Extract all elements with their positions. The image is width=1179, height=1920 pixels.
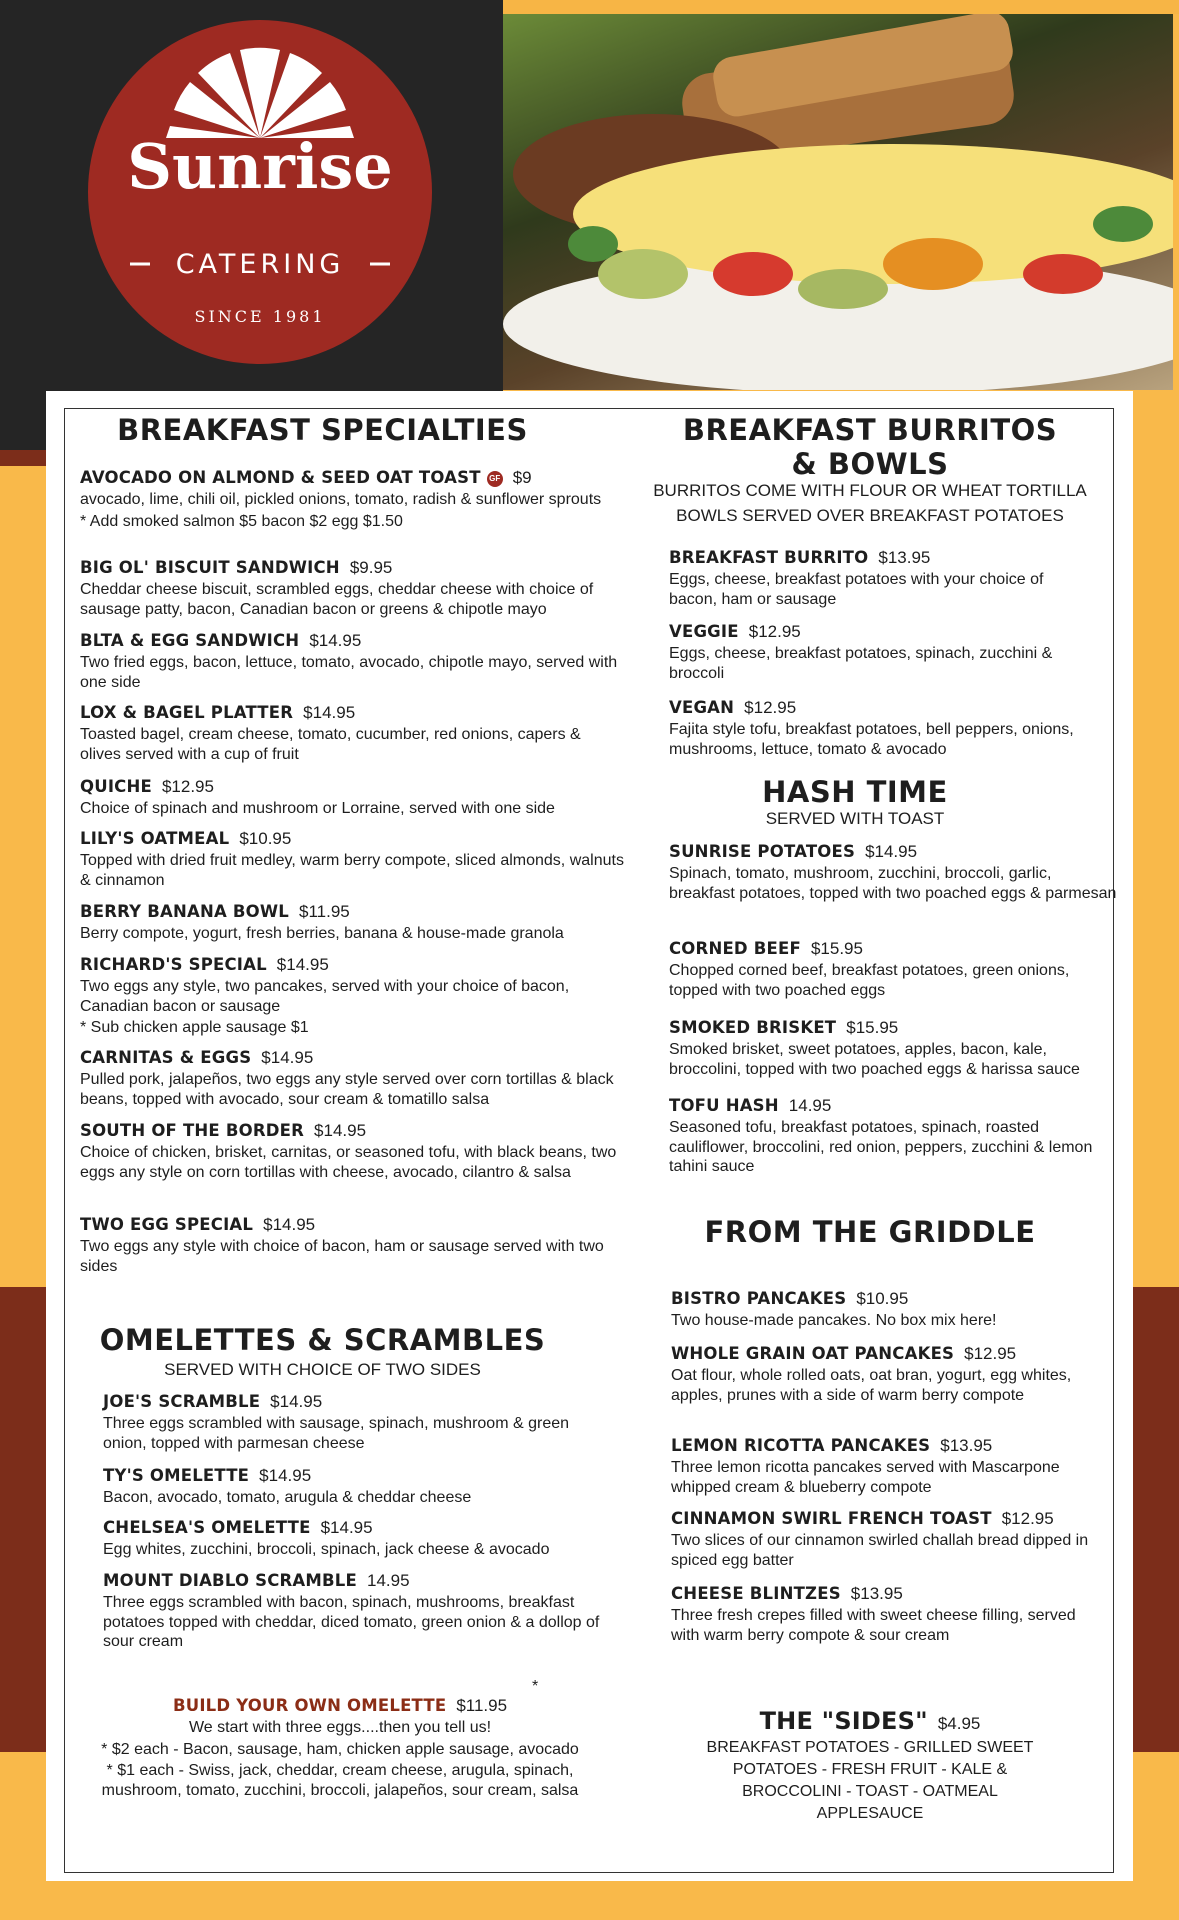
item-price: $14.95 — [865, 842, 918, 861]
item-name: VEGAN — [669, 698, 735, 717]
item-description: Three lemon ricotta pancakes served with Mascarpone whipped cream & blueberry compote — [671, 1459, 1060, 1496]
byo-line1: We start with three eggs....then you tell us! — [188, 1719, 492, 1736]
item-description: Pulled pork, jalapeños, two eggs any style served over corn tortillas & black beans, topped with avocado, sour cream & tomatillo salsa — [80, 1071, 614, 1108]
item-description: Two house-made pancakes. No box mix here! — [671, 1312, 997, 1329]
top-orange-strip — [503, 0, 1179, 14]
item-description: Egg whites, zucchini, broccoli, spinach, jack cheese & avocado — [103, 1541, 550, 1558]
item-description: Two slices of our cinnamon swirled challah bread dipped in spiced egg batter — [671, 1532, 1089, 1569]
item-description: Eggs, cheese, breakfast potatoes with your choice of bacon, ham or sausage — [669, 571, 1044, 608]
hash-subtitle: SERVED WITH TOAST — [765, 809, 945, 828]
item-name: QUICHE — [80, 777, 152, 796]
menu-item — [80, 558, 625, 619]
item-name: BIG OL' BISCUIT SANDWICH — [80, 558, 340, 577]
menu-item — [671, 1509, 1091, 1570]
item-description: Choice of spinach and mushroom or Lorraine, served with one side — [80, 800, 555, 817]
item-name: CHEESE BLINTZES — [671, 1584, 841, 1603]
item-description: Two eggs any style with choice of bacon, ham or sausage served with two sides — [80, 1238, 604, 1275]
item-name: LEMON RICOTTA PANCAKES — [671, 1436, 931, 1455]
sunrise-logo — [88, 20, 432, 364]
item-price: $14.95 — [261, 1048, 314, 1067]
item-name: CHELSEA'S OMELETTE — [103, 1518, 311, 1537]
item-name: WHOLE GRAIN OAT PANCAKES — [671, 1344, 955, 1363]
item-price: $9 — [512, 468, 532, 487]
item-price: $14.95 — [270, 1392, 323, 1411]
item-name: SOUTH OF THE BORDER — [80, 1121, 305, 1140]
menu-item — [103, 1466, 603, 1508]
item-name: CORNED BEEF — [669, 939, 801, 958]
logo-since: SINCE 1981 — [194, 307, 326, 326]
menu-item — [80, 902, 625, 944]
item-description: Smoked brisket, sweet potatoes, apples, bacon, kale, broccolini, topped with two poached eggs & harissa sauce — [669, 1041, 1080, 1078]
item-description: Eggs, cheese, breakfast potatoes, spinach, zucchini & broccoli — [669, 645, 1053, 682]
item-description: Two eggs any style, two pancakes, served with your choice of bacon, Canadian bacon or sausage — [80, 978, 570, 1015]
item-price: $12.95 — [964, 1344, 1017, 1363]
menu-item — [669, 622, 1089, 683]
item-name: BLTA & EGG SANDWICH — [80, 631, 300, 650]
menu-item — [103, 1518, 603, 1560]
item-description: Cheddar cheese biscuit, scrambled eggs, cheddar cheese with choice of sausage patty, bacon, Canadian bacon or greens & chipotle mayo — [80, 581, 594, 618]
byo-star: * — [532, 1678, 539, 1695]
menu-item — [103, 1392, 603, 1453]
menu-item — [669, 548, 1089, 609]
item-price: $12.95 — [161, 777, 214, 796]
item-description: Three eggs scrambled with sausage, spinach, mushroom & green onion, topped with parmesan cheese — [103, 1415, 570, 1452]
left-accent-strip — [0, 450, 46, 466]
gluten-free-badge: GF — [487, 471, 503, 487]
item-price: $12.95 — [748, 622, 801, 641]
item-price: 14.95 — [366, 1571, 410, 1590]
item-price: $11.95 — [299, 902, 350, 921]
menu-item — [103, 1571, 603, 1652]
item-price: $14.95 — [263, 1215, 316, 1234]
burritos-sub1: BURRITOS COME WITH FLOUR OR WHEAT TORTILLA — [653, 481, 1087, 500]
menu-item — [80, 829, 625, 890]
menu-item — [669, 1096, 1119, 1177]
logo-tagline: CATERING — [175, 249, 345, 280]
menu-item — [80, 631, 625, 692]
item-description: Oat flour, whole rolled oats, oat bran, yogurt, egg whites, apples, prunes with a side of warm berry compote — [671, 1367, 1072, 1404]
menu-item — [669, 698, 1089, 759]
menu-item — [669, 939, 1119, 1000]
item-price: $9.95 — [349, 558, 393, 577]
byo-line2: * $2 each - Bacon, sausage, ham, chicken apple sausage, avocado — [101, 1740, 579, 1758]
item-name: SMOKED BRISKET — [669, 1018, 837, 1037]
item-price: $14.95 — [320, 1518, 373, 1537]
item-price: $14.95 — [276, 955, 329, 974]
right-maroon-band — [1133, 1287, 1179, 1752]
item-description: Seasoned tofu, breakfast potatoes, spinach, roasted cauliflower, broccolini, red onion, peppers, zucchini & lemon tahini sauce — [669, 1119, 1093, 1175]
menu-item — [671, 1344, 1091, 1405]
item-price: $15.95 — [810, 939, 863, 958]
item-name: BISTRO PANCAKES — [671, 1289, 847, 1308]
menu-item — [80, 1121, 625, 1182]
logo-name: Sunrise — [127, 130, 393, 203]
item-note: * Sub chicken apple sausage $1 — [80, 1019, 309, 1036]
item-name: LOX & BAGEL PLATTER — [80, 703, 294, 722]
byo-price: $11.95 — [456, 1696, 508, 1715]
item-name: RICHARD'S SPECIAL — [80, 955, 267, 974]
item-name: SUNRISE POTATOES — [669, 842, 856, 861]
omelettes-subtitle: SERVED WITH CHOICE OF TWO SIDES — [164, 1360, 481, 1379]
item-price: $15.95 — [846, 1018, 899, 1037]
menu-item — [80, 955, 625, 1038]
item-price: 14.95 — [788, 1096, 832, 1115]
item-description: Chopped corned beef, breakfast potatoes, green onions, topped with two poached eggs — [669, 962, 1070, 999]
byo-line3: * $1 each - Swiss, jack, cheddar, cream cheese, arugula, spinach, mushroom, tomato, zucchini, broccoli, jalapeños, sour cream, salsa — [101, 1762, 579, 1799]
omelettes-title: OMELETTES & SCRAMBLES — [99, 1323, 546, 1357]
item-price: $14.95 — [303, 703, 356, 722]
item-name: BREAKFAST BURRITO — [669, 548, 869, 567]
item-description: Bacon, avocado, tomato, arugula & cheddar cheese — [103, 1489, 472, 1506]
left-maroon-band — [0, 1287, 46, 1752]
item-description: Fajita style tofu, breakfast potatoes, bell peppers, onions, mushrooms, lettuce, tomato & avocado — [669, 721, 1074, 758]
item-price: $12.95 — [744, 698, 797, 717]
item-description: Three eggs scrambled with bacon, spinach, mushrooms, breakfast potatoes topped with cheddar, diced tomato, green onion & a dollop of sour cream — [103, 1594, 600, 1650]
item-name: BERRY BANANA BOWL — [80, 902, 290, 921]
item-description: Topped with dried fruit medley, warm berry compote, sliced almonds, walnuts & cinnamon — [80, 852, 624, 889]
menu-item — [80, 777, 625, 819]
breakfast-specialties-title: BREAKFAST SPECIALTIES — [117, 413, 528, 447]
hash-title: HASH TIME — [762, 775, 948, 809]
item-price: $13.95 — [850, 1584, 903, 1603]
sides-price: $4.95 — [937, 1714, 981, 1733]
item-name: AVOCADO ON ALMOND & SEED OAT TOAST — [80, 468, 481, 487]
item-description: Toasted bagel, cream cheese, tomato, cucumber, red onions, capers & olives served with a cup of fruit — [80, 726, 581, 763]
item-description: avocado, lime, chili oil, pickled onions, tomato, radish & sunflower sprouts — [80, 491, 602, 508]
item-name: TY'S OMELETTE — [103, 1466, 250, 1485]
item-name: LILY'S OATMEAL — [80, 829, 230, 848]
item-description: Two fried eggs, bacon, lettuce, tomato, avocado, chipotle mayo, served with one side — [80, 654, 618, 691]
menu-item — [80, 703, 625, 764]
menu-item — [80, 1215, 625, 1276]
burritos-sub2: BOWLS SERVED OVER BREAKFAST POTATOES — [676, 506, 1064, 525]
menu-item — [80, 468, 625, 531]
item-price: $14.95 — [309, 631, 362, 650]
menu-item — [80, 1048, 625, 1109]
item-name: CINNAMON SWIRL FRENCH TOAST — [671, 1509, 992, 1528]
menu-item — [671, 1436, 1091, 1497]
sides-section — [690, 1707, 1050, 1825]
item-name: VEGGIE — [669, 622, 739, 641]
item-price: $12.95 — [1001, 1509, 1054, 1528]
item-price: $14.95 — [259, 1466, 312, 1485]
menu-item — [671, 1289, 1091, 1331]
item-price: $10.95 — [239, 829, 292, 848]
item-name: CARNITAS & EGGS — [80, 1048, 252, 1067]
item-name: MOUNT DIABLO SCRAMBLE — [103, 1571, 357, 1590]
burritos-title-line1: BREAKFAST BURRITOS — [682, 413, 1058, 447]
item-price: $14.95 — [314, 1121, 367, 1140]
item-name: TOFU HASH — [669, 1096, 779, 1115]
item-name: JOE'S SCRAMBLE — [103, 1392, 261, 1411]
item-price: $13.95 — [878, 548, 931, 567]
build-your-own-omelette — [80, 1680, 600, 1800]
menu-item — [671, 1584, 1091, 1645]
sides-list: BREAKFAST POTATOES - GRILLED SWEET POTATOES - FRESH FRUIT - KALE & BROCCOLINI - TOAST - OATMEAL APPLESAUCE — [706, 1739, 1034, 1822]
item-price: $13.95 — [940, 1436, 993, 1455]
item-name: TWO EGG SPECIAL — [80, 1215, 254, 1234]
item-description: Spinach, tomato, mushroom, zucchini, broccoli, garlic, breakfast potatoes, topped with two poached eggs & parmesan — [669, 865, 1117, 902]
griddle-title: FROM THE GRIDDLE — [704, 1215, 1036, 1249]
item-description: Three fresh crepes filled with sweet cheese filling, served with warm berry compote & sour cream — [671, 1607, 1076, 1644]
omelette-plate-photo — [503, 14, 1173, 390]
menu-item — [669, 842, 1119, 903]
item-price: $10.95 — [856, 1289, 909, 1308]
menu-item — [669, 1018, 1119, 1079]
item-description: Choice of chicken, brisket, carnitas, or seasoned tofu, with black beans, two eggs any style on corn tortillas with cheese, avocado, cilantro & salsa — [80, 1144, 617, 1181]
burritos-title-line2: & BOWLS — [791, 447, 949, 481]
item-description: Berry compote, yogurt, fresh berries, banana & house-made granola — [80, 925, 564, 942]
item-note: * Add smoked salmon $5 bacon $2 egg $1.50 — [80, 512, 403, 530]
sides-title: THE "SIDES" — [759, 1707, 928, 1735]
byo-name: BUILD YOUR OWN OMELETTE — [172, 1696, 447, 1715]
